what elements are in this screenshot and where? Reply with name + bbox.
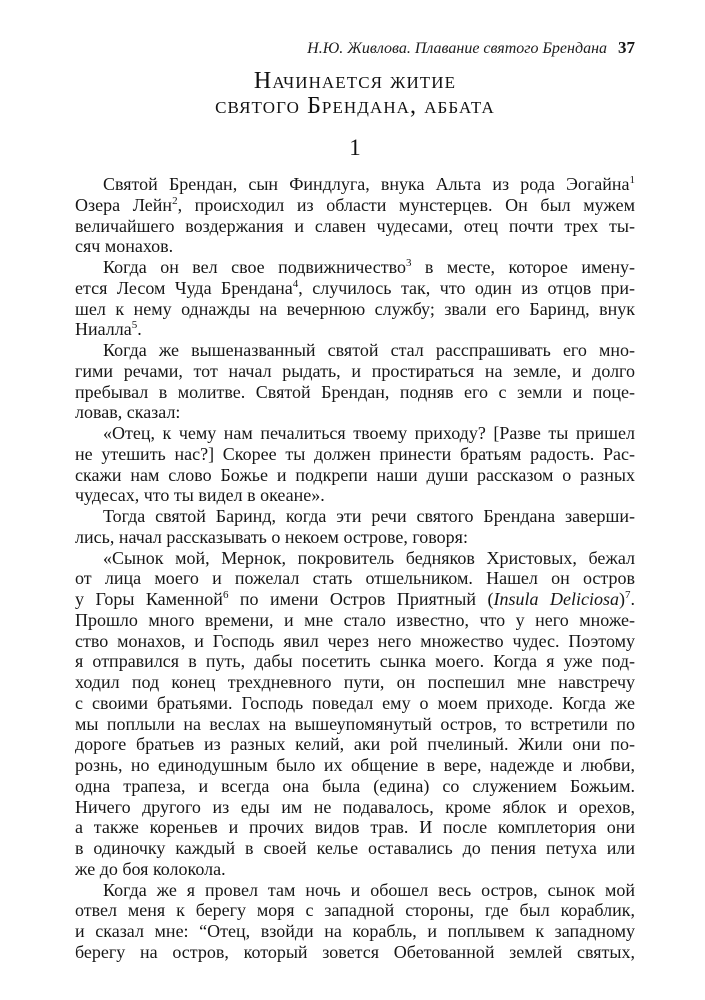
text-run: пребывал в молитве. Святой Брендан, подняв его с земли и поце- (75, 381, 635, 402)
text-run: не утешить нас?] Скорее ты должен принести братьям радость. Рас- (75, 443, 635, 464)
text-line (75, 610, 635, 631)
text-run: берегу на остров, который зовется Обетованной землей святых, (75, 941, 635, 962)
footnote-marker: 4 (292, 277, 299, 290)
text-run: ходил под конец трехдневного пути, он поспешил мне навстречу (75, 672, 635, 692)
text-line (75, 444, 635, 465)
chapter-title (75, 69, 635, 119)
chapter-title-line-2: святого Брендана, аббата (215, 93, 495, 119)
text-line (75, 817, 635, 838)
text-run: в месте, которое имену- (411, 257, 635, 277)
text-line (75, 216, 635, 237)
running-header (75, 38, 635, 59)
text-line (75, 942, 635, 963)
paragraph (75, 257, 635, 340)
text-line (75, 714, 635, 735)
text-line (75, 340, 635, 361)
text-column (75, 0, 635, 963)
text-run: сяч монахов. (75, 236, 174, 257)
running-header-title: Н.Ю. Живлова. Плавание святого Брендана (307, 40, 607, 57)
text-run: Когда он вел свое подвижничество (103, 257, 406, 277)
text-line (75, 651, 635, 672)
text-run: и сказал мне: “Отец, взойди на корабль, и поплывем к западному (75, 921, 635, 941)
text-line (75, 319, 635, 340)
text-line (75, 589, 635, 610)
text-run: Озера Лейн (75, 194, 173, 215)
text-line (75, 423, 635, 444)
footnote-marker: 1 (629, 174, 635, 186)
text-run: чудесах, что ты видел в океане». (75, 485, 325, 506)
text-run: «Сынок мой, Мернок, покровитель бедняков Христовых, бежал (103, 547, 635, 568)
text-run: по имени Остров Приятный ( (228, 589, 494, 609)
text-line (75, 174, 635, 195)
text-run: рознь, но единодушным было их общение в вере, надежде и любви, (75, 755, 635, 775)
text-run: Тогда святой Баринд, когда эти речи святого Брендана заверши- (103, 506, 635, 526)
text-line (75, 568, 635, 589)
text-run: Когда же я провел там ночь и обошел весь остров, сынок мой (103, 879, 635, 900)
text-line (75, 755, 635, 776)
text-line (75, 465, 635, 486)
text-run: ется Лесом Чуда Брендана (75, 277, 293, 298)
text-run: гими речами, тот начал рыдать, и простираться на земле, и долго (75, 360, 635, 381)
text-run: с своими братьями. Господь поведал ему о моем приходе. Когда же (75, 692, 635, 713)
text-line (75, 236, 635, 257)
footnote-marker: 5 (131, 319, 138, 332)
text-run: дороге братьев из разных келий, аки рой пчелиный. Жили они по- (75, 734, 635, 755)
text-line (75, 195, 635, 216)
text-run: , происходил из области мунстерцев. Он был мужем (177, 194, 635, 215)
text-run: лись, начал рассказывать о некоем острове, говоря: (75, 526, 468, 547)
text-run: отвел меня к берегу моря с западной стороны, где был кораблик, (75, 900, 635, 921)
paragraph (75, 506, 635, 548)
body-text (75, 174, 635, 963)
text-run: одна трапеза, и всегда она была (едина) со служением Божьим. (75, 775, 635, 796)
text-line (75, 797, 635, 818)
paragraph (75, 340, 635, 423)
text-line (75, 548, 635, 569)
text-line (75, 527, 635, 548)
text-line (75, 382, 635, 403)
text-run: ) (618, 589, 625, 609)
text-run: Прошло много времени, и мне стало известно, что у него множе- (75, 609, 635, 630)
paragraph (75, 174, 635, 257)
text-line (75, 631, 635, 652)
text-run: Ничего другого из еды им не подавалось, кроме яблок и орехов, (75, 796, 635, 817)
text-line (75, 859, 635, 880)
text-line (75, 734, 635, 755)
text-line (75, 880, 635, 901)
text-run: я отправился в путь, дабы посетить сынка моего. Когда я уже под- (75, 651, 635, 672)
text-run: Когда же вышеназванный святой стал расспрашивать его мно- (103, 340, 635, 360)
footnote-marker: 2 (172, 194, 178, 207)
paragraph (75, 548, 635, 880)
text-run: ловав, сказал: (75, 402, 181, 423)
text-run: . (137, 319, 142, 340)
text-run: же до боя колокола. (75, 858, 226, 879)
text-run: величайшего воздержания и славен чудесами, отец почти трех ты- (75, 215, 635, 236)
text-line (75, 693, 635, 714)
footnote-marker: 7 (624, 589, 631, 601)
paragraph (75, 423, 635, 506)
text-run: а также кореньев и прочих видов трав. И после комплетория они (75, 817, 635, 838)
paragraph (75, 880, 635, 963)
chapter-number: 1 (349, 135, 361, 160)
text-run: шел к нему однажды на вечернюю службу; звали его Баринд, внук (75, 298, 635, 319)
text-line (75, 672, 635, 693)
footnote-marker: 3 (405, 257, 412, 269)
text-run: Ниалла (75, 319, 132, 340)
chapter-title-line-1: Начинается житие (253, 68, 457, 94)
text-run: скажи нам слово Божье и подкрепи наши души рассказом о разных (75, 464, 635, 485)
text-run: . (630, 589, 635, 609)
text-run: от лица моего и пожелал стать отшельником. Нашел он остров (75, 568, 635, 589)
text-run: Святой Брендан, сын Финдлуга, внука Альта из рода Эогайна (103, 174, 630, 194)
text-line (75, 776, 635, 797)
text-line (75, 278, 635, 299)
text-run: ство монахов, и Господь явил через него множество чудес. Поэтому (75, 630, 635, 651)
text-line (75, 506, 635, 527)
text-line (75, 299, 635, 320)
text-line (75, 485, 635, 506)
text-run: , случилось так, что один из отцов при- (298, 277, 635, 298)
text-line (75, 921, 635, 942)
text-line (75, 361, 635, 382)
text-run: в одиночку каждый в своей келье оставались до пения петуха или (75, 838, 635, 858)
text-run: у Горы Каменной (75, 589, 223, 609)
text-line (75, 402, 635, 423)
footnote-marker: 6 (222, 589, 229, 601)
text-line (75, 900, 635, 921)
text-run: «Отец, к чему нам печалиться твоему приходу? [Разве ты пришел (103, 423, 635, 443)
text-line (75, 838, 635, 859)
page-number: 37 (618, 38, 635, 57)
text-run: мы поплыли на веслах на вышеупомянутый остров, то встретили по (75, 713, 635, 734)
text-line (75, 257, 635, 278)
text-run: Insula Deliciosa (493, 589, 619, 609)
